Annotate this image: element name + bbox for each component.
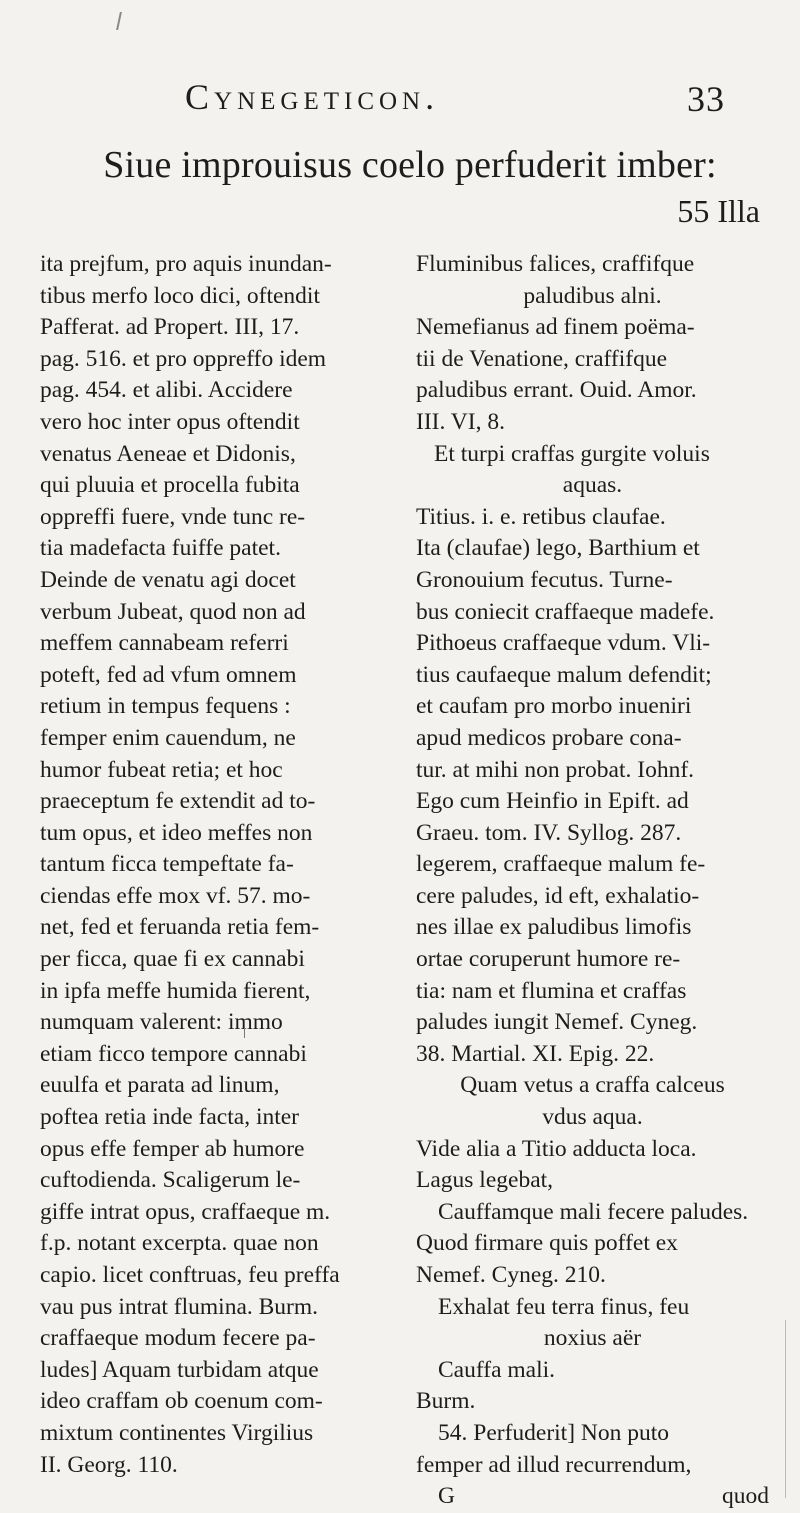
running-title: Cynegeticon.	[185, 77, 440, 117]
text-line: praeceptum fe extendit ad to-	[40, 788, 316, 815]
text-line: humor fubeat retia; et hoc	[40, 756, 283, 783]
text-line: poteft, fed ad vfum omnem	[40, 661, 297, 688]
text-line: pag. 454. et alibi. Accidere	[40, 377, 293, 404]
text-line: tum opus, et ideo meffes non	[40, 819, 313, 846]
text-line: apud medicos probare cona-	[416, 724, 682, 751]
text-line: retium in tempus fequens :	[40, 693, 291, 720]
text-line: ideo craffam ob coenum com-	[40, 1388, 323, 1415]
text-line: Titius. i. e. retibus claufae.	[416, 503, 666, 530]
text-line: oppreffi fuere, vnde tunc re-	[40, 503, 306, 530]
text-line: III. VI, 8.	[416, 408, 505, 435]
text-line: f.p. notant excerpta. quae non	[40, 1230, 319, 1257]
text-line: craffaeque modum fecere pa-	[40, 1325, 316, 1352]
binding-edge	[785, 1320, 786, 1498]
text-line: paludibus alni.	[523, 282, 662, 309]
text-line: paludes iungit Nemef. Cyneg.	[416, 1009, 698, 1036]
text-line: vdus aqua.	[542, 1104, 643, 1131]
page-number: 33	[687, 79, 725, 119]
text-line: Exhalat feu terra finus, feu	[438, 1293, 690, 1320]
text-line: tius caufaeque malum defendit;	[416, 661, 712, 688]
text-line: tur. at mihi non probat. Iohnf.	[416, 756, 695, 783]
text-line: tibus merfo loco dici, oftendit	[40, 282, 320, 309]
text-line: pag. 516. et pro oppreffo idem	[40, 345, 327, 372]
text-line: numquam valerent: immo	[40, 1009, 283, 1036]
text-line: tia madefacta fuiffe patet.	[40, 535, 281, 562]
text-line: Lagus legebat,	[416, 1167, 554, 1194]
text-line: tia: nam et flumina et craffas	[416, 977, 687, 1004]
text-line: mixtum continentes Virgilius	[40, 1419, 314, 1446]
text-line: opus effe femper ab humore	[40, 1135, 305, 1162]
text-line: ortae coruperunt humore re-	[416, 946, 681, 973]
text-line: cuftodienda. Scaligerum le-	[40, 1167, 301, 1194]
text-line: Pafferat. ad Propert. III, 17.	[40, 314, 300, 341]
text-line: Fluminibus falices, craffifque	[416, 251, 695, 277]
text-line: ciendas effe mox vf. 57. mo-	[40, 882, 311, 909]
verse-line: Siue improuisus coelo perfuderit imber:	[103, 144, 717, 186]
text-line: Deinde de venatu agi docet	[40, 566, 296, 593]
text-line: femper enim cauendum, ne	[40, 724, 296, 751]
text-line: Vide alia a Titio adducta loca.	[416, 1135, 697, 1162]
text-line: Nemef. Cyneg. 210.	[416, 1262, 606, 1288]
text-line: Quam vetus a craffa calceus	[460, 1072, 725, 1099]
text-line: cere paludes, id eft, exhalatio-	[416, 882, 700, 909]
text-line: vero hoc inter opus oftendit	[40, 408, 300, 435]
text-line: qui pluuia et procella fubita	[40, 472, 300, 499]
text-line: ludes] Aquam turbidam atque	[40, 1356, 319, 1383]
ink-mark	[244, 1028, 251, 1038]
text-line: Burm.	[416, 1388, 476, 1415]
text-line: et caufam pro morbo inueniri	[416, 693, 692, 720]
verse-catchword: 55 Illa	[677, 193, 760, 229]
text-line: tii de Venatione, craffifque	[416, 345, 668, 372]
text-line: Cauffa mali.	[438, 1356, 556, 1383]
text-line: meffem cannabeam referri	[40, 630, 289, 657]
text-line: Graeu. tom. IV. Syllog. 287.	[416, 819, 682, 846]
text-line: Et turpi craffas gurgite voluis	[434, 440, 710, 467]
text-line: Pithoeus craffaeque vdum. Vli-	[416, 630, 711, 657]
text-line: net, fed et feruanda retia fem-	[40, 914, 320, 941]
text-line: tantum ficca tempeftate fa-	[40, 851, 294, 878]
text-line: nes illae ex paludibus limofis	[416, 914, 692, 941]
text-line: Quod firmare quis poffet ex	[416, 1230, 678, 1257]
text-line: venatus Aeneae et Didonis,	[40, 440, 296, 467]
ink-mark	[116, 12, 128, 30]
text-line: vau pus intrat flumina. Burm.	[40, 1293, 319, 1320]
text-line: Nemefianus ad finem poëma-	[416, 314, 695, 341]
running-header	[185, 76, 725, 118]
text-line: aquas.	[562, 472, 623, 499]
text-line: noxius aër	[543, 1325, 642, 1352]
text-line: femper ad illud recurrendum,	[416, 1451, 692, 1478]
text-line: verbum Jubeat, quod non ad	[40, 598, 306, 625]
text-line: 54. Perfuderit] Non puto	[438, 1419, 670, 1446]
signature-mark: G	[438, 1483, 455, 1510]
text-line: giffe intrat opus, craffaeque m.	[40, 1198, 331, 1225]
text-line: 38. Martial. XI. Epig. 22.	[416, 1040, 655, 1067]
text-line: poftea retia inde facta, inter	[40, 1104, 300, 1131]
text-line: capio. licet conftruas, feu preffa	[40, 1262, 340, 1288]
text-line: in ipfa meffe humida fierent,	[40, 977, 311, 1004]
page-catchword: quod	[722, 1483, 769, 1510]
text-line: per ficca, quae fi ex cannabi	[40, 946, 305, 973]
text-line: paludibus errant. Ouid. Amor.	[416, 377, 697, 404]
commentary-right-column	[416, 249, 769, 1513]
text-line: bus coniecit craffaeque madefe.	[416, 598, 715, 625]
text-line: Cauffamque mali fecere paludes.	[438, 1198, 749, 1225]
commentary-left-column	[40, 249, 382, 1481]
text-line: euulfa et parata ad linum,	[40, 1072, 280, 1099]
text-line: II. Georg. 110.	[40, 1451, 178, 1478]
text-line: legerem, craffaeque malum fe-	[416, 851, 706, 878]
text-line: Gronouium fecutus. Turne-	[416, 566, 673, 593]
text-line: Ita (claufae) lego, Barthium et	[416, 535, 700, 562]
text-line: ita prejfum, pro aquis inundan-	[40, 251, 332, 277]
signature-line	[416, 1481, 769, 1513]
text-line: etiam ficco tempore cannabi	[40, 1040, 307, 1067]
text-line: Ego cum Heinfio in Epift. ad	[416, 788, 689, 815]
